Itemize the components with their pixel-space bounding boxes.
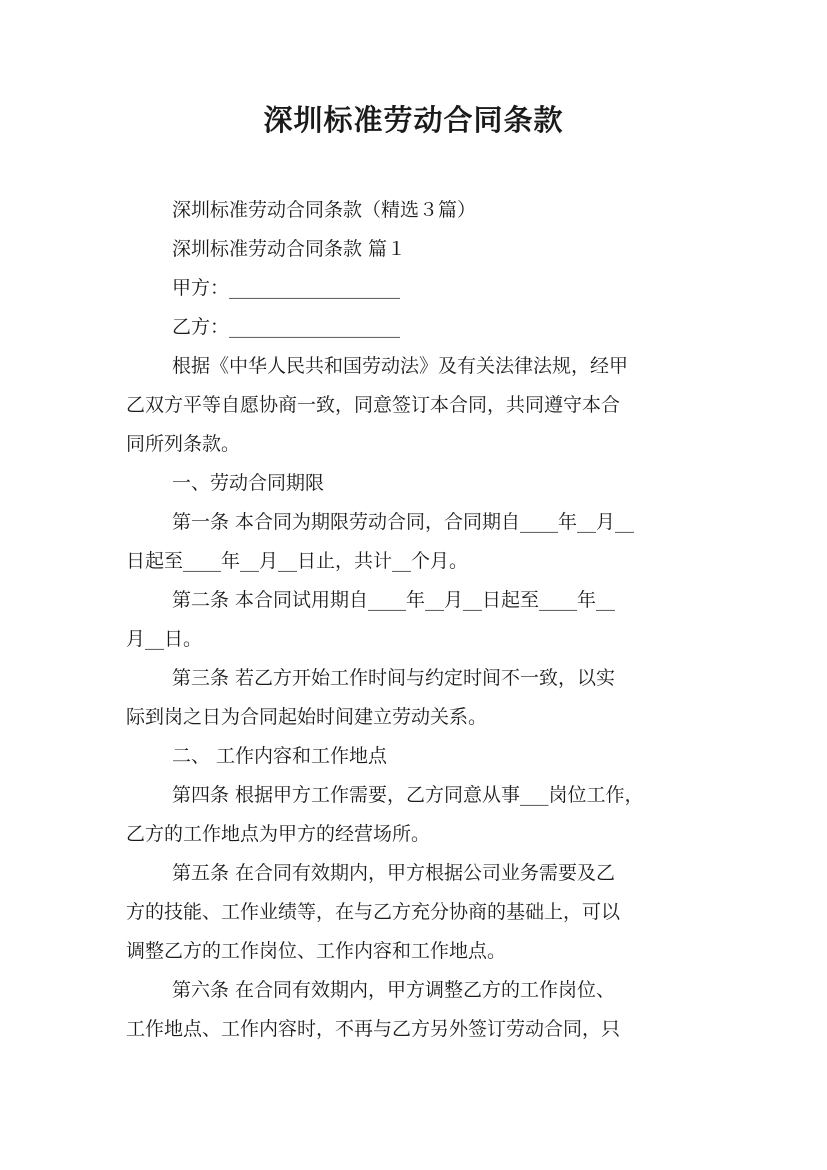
paragraph-line: 际到岗之日为合同起始时间建立劳动关系。 (126, 706, 488, 728)
section-heading: 二、 工作内容和工作地点 (172, 745, 388, 767)
document-title: 深圳标准劳动合同条款 (263, 103, 564, 137)
paragraph-line: 第三条 若乙方开始工作时间与约定时间不一致，以实 (172, 667, 616, 689)
paragraph-line: 根据《中华人民共和国劳动法》及有关法律法规，经甲 (172, 355, 629, 377)
paragraph-line: 工作地点、工作内容时，不再与乙方另外签订劳动合同，只 (126, 1018, 621, 1040)
party-a-line: 甲方：__________________ (172, 277, 401, 299)
paragraph-line: 第二条 本合同试用期自____年__月__日起至____年__ (172, 589, 616, 611)
paragraph-line: 第六条 在合同有效期内，甲方调整乙方的工作岗位、 (172, 979, 616, 1001)
paragraph-line: 第四条 根据甲方工作需要，乙方同意从事___岗位工作， (172, 784, 644, 806)
paragraph-line: 乙双方平等自愿协商一致，同意签订本合同，共同遵守本合 (126, 394, 621, 416)
paragraph-line: 乙方的工作地点为甲方的经营场所。 (126, 823, 431, 845)
paragraph-line: 调整乙方的工作岗位、工作内容和工作地点。 (126, 940, 507, 962)
paragraph-line: 月__日。 (126, 628, 203, 650)
paragraph-line: 日起至____年__月__日止，共计__个月。 (126, 550, 469, 572)
paragraph-line: 方的技能、工作业绩等，在与乙方充分协商的基础上，可以 (126, 901, 621, 923)
subtitle-line: 深圳标准劳动合同条款（精选３篇） (172, 199, 477, 221)
document-body (126, 191, 702, 1049)
paragraph-line: 同所列条款。 (126, 433, 241, 455)
paragraph-line: 第一条 本合同为期限劳动合同，合同期自____年__月__ (172, 511, 635, 533)
paragraph-line: 第五条 在合同有效期内，甲方根据公司业务需要及乙 (172, 862, 616, 884)
party-b-line: 乙方：__________________ (172, 316, 401, 338)
section-heading-article-1: 深圳标准劳动合同条款 篇１ (172, 238, 407, 260)
section-heading: 一、劳动合同期限 (172, 472, 325, 494)
